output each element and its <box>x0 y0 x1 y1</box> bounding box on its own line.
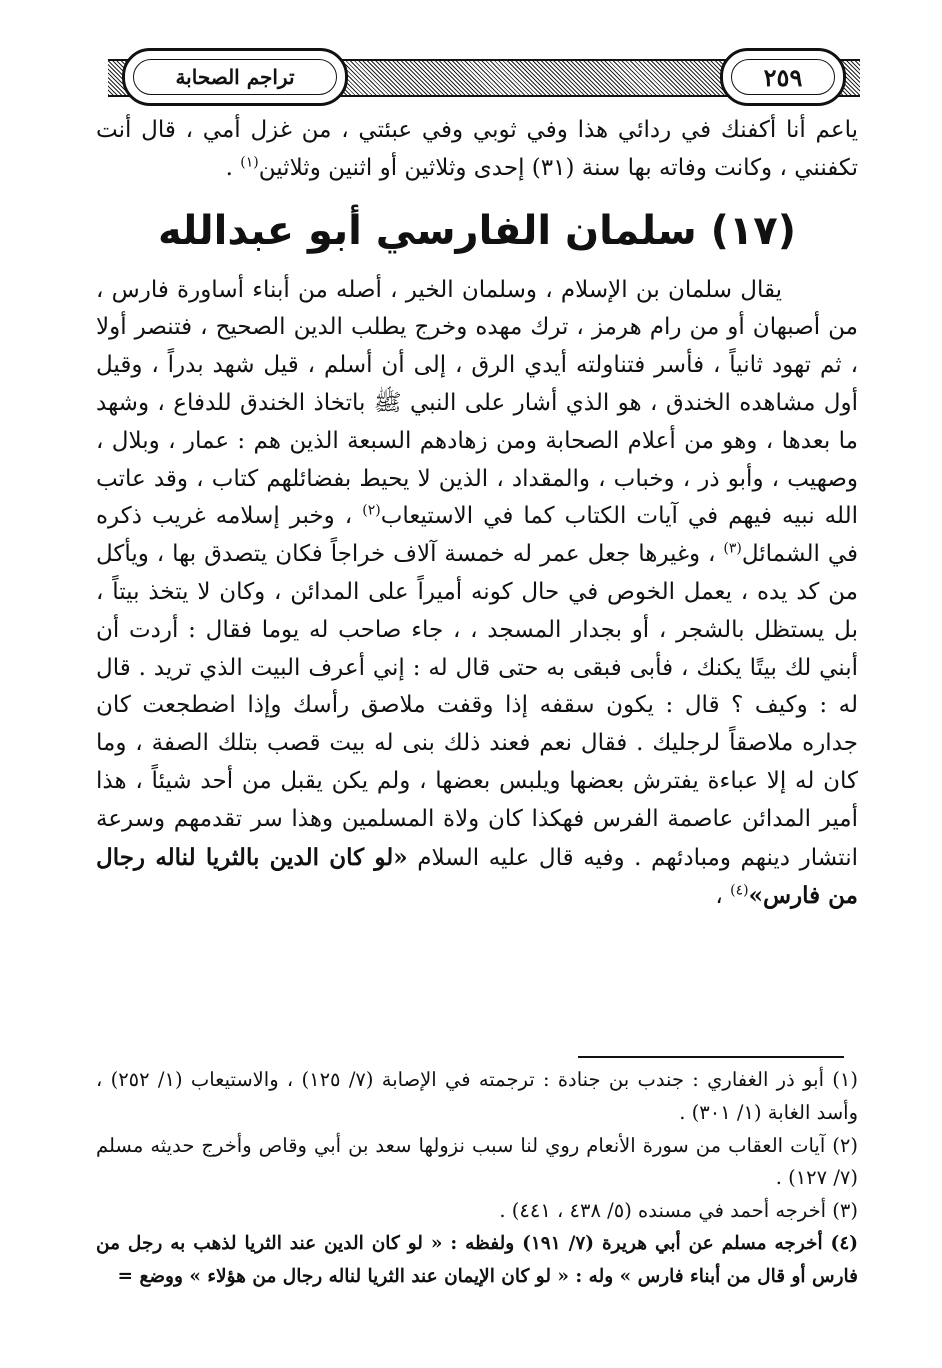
intro-end: . <box>225 154 241 181</box>
footnote-ref-1: (١) <box>240 154 259 171</box>
biography-paragraph <box>96 272 858 917</box>
body-text-1: يقال سلمان بن الإسلام ، وسلمان الخير ، أصله من أبناء أساورة فارس ، من أصبهان أو من رام هرمز ، ترك مهده وخرج يطلب الدين الصحيح ، فتنصر أولا ، ثم تهود ثانياً ، فأسر فتناولته أيدي الرق ، إلى أن أسلم ، قيل شهد بدراً ، وقيل أول مشاهده الخندق ، هو الذي أشار على النبي ﷺ باتخاذ الخندق للدفاع ، وشهد ما بعدها ، وهو من أعلام الصحابة ومن زهادهم السبعة الذين هم : عمار ، وبلال ، وصهيب ، وأبو ذر ، وخباب ، والمقداد ، الذين لا يحيط بفضائلهم كتاب ، وقد عاتب الله نبيه فيهم في آيات الكتاب كما في الاستيعاب <box>96 276 858 530</box>
footnote-ref-3: (٣) <box>723 540 742 557</box>
footnote-1: (١) أبو ذر الغفاري : جندب بن جنادة : ترجمته في الإصابة (٧/ ١٢٥) ، والاستيعاب (١/ ٢٥٢) ، وأسد الغابة (١/ ٣٠١) . <box>96 1068 858 1124</box>
footnote-divider <box>578 1056 844 1058</box>
footnote-2: (٢) آيات العقاب من سورة الأنعام روي لنا سبب نزولها سعد بن أبي وقاص وأخرج حديثه مسلم (٧/ ١٢٧) . <box>96 1133 858 1190</box>
page-header <box>108 44 860 108</box>
footnote-ref-4: (٤) <box>730 882 749 899</box>
intro-text: ياعم أنا أكفنك في ردائي هذا وفي ثوبي وفي عبئتي ، من غزل أمي ، قال أنت تكفنني ، وكانت وفاته بها سنة (٣١) إحدى وثلاثين أو اثنين وثلاثين <box>96 117 858 181</box>
body-text-3: ، وغيرها جعل عمر له خمسة آلاف خراجاً فكان يتصدق بها ، ويأكل من كد يده ، يعمل الخوص في حال كونه أميراً على المدائن ، وكان لا يتخذ بيتاً ، بل يستظل بالشجر ، أو بجدار المسجد ، ، جاء صاحب له يوما فقال : أردت أن أبني لك بيتًا يكنك ، فأبى فبقى به حتى قال له : إني أعرف البيت الذي تريد . قال له : وكيف ؟ قال : يكون سقفه إذا وقفت ملاصق رأسك وإذا اضطجعت كان جداره ملاصقاً لرجليك . فقال نعم فعند ذلك بنى له بيت قصب بتلك الصفة ، وما كان له إلا عباءة يفترش بعضها ويلبس بعضها ، ولم يكن يقبل من أحد شيئاً ، هذا أمير المدائن عاصمة الفرس فهكذا كان ولاة المسلمين وهذا سر تقدمهم وسرعة انتشار دينهم ومبادئهم . وفيه قال عليه السلام <box>96 541 858 871</box>
page-body <box>96 112 858 916</box>
body-text-2: ، وخبر إسلامه غريب ذكره في الشمائل <box>96 503 858 568</box>
page-number-frame <box>720 48 846 106</box>
section-heading: (١٧) سلمان الفارسي أبو عبدالله <box>158 207 796 254</box>
page-number: ٢٥٩ <box>731 59 835 95</box>
intro-paragraph <box>96 112 858 188</box>
footnotes <box>96 1064 858 1294</box>
footnote-3: (٣) أخرجه أحمد في مسنده (٥/ ٤٣٨ ، ٤٤١) . <box>499 1199 858 1223</box>
footnote-4: (٤) أخرجه مسلم عن أبي هريرة (٧/ ١٩١) ولفظه : « لو كان الدين عند الثريا لذهب به رجل من فارس أو قال من أبناء فارس » وله : « لو كان الإيمان عند الثريا لناله رجال من هؤلاء » ووضع = <box>96 1232 859 1287</box>
running-title-frame <box>122 48 348 106</box>
hadith-quote: «لو كان الدين بالثريا لناله رجال من فارس» <box>96 843 858 910</box>
body-end: ، <box>715 883 731 910</box>
running-title: تراجم الصحابة <box>133 59 337 95</box>
footnote-ref-2: (٢) <box>362 502 381 519</box>
